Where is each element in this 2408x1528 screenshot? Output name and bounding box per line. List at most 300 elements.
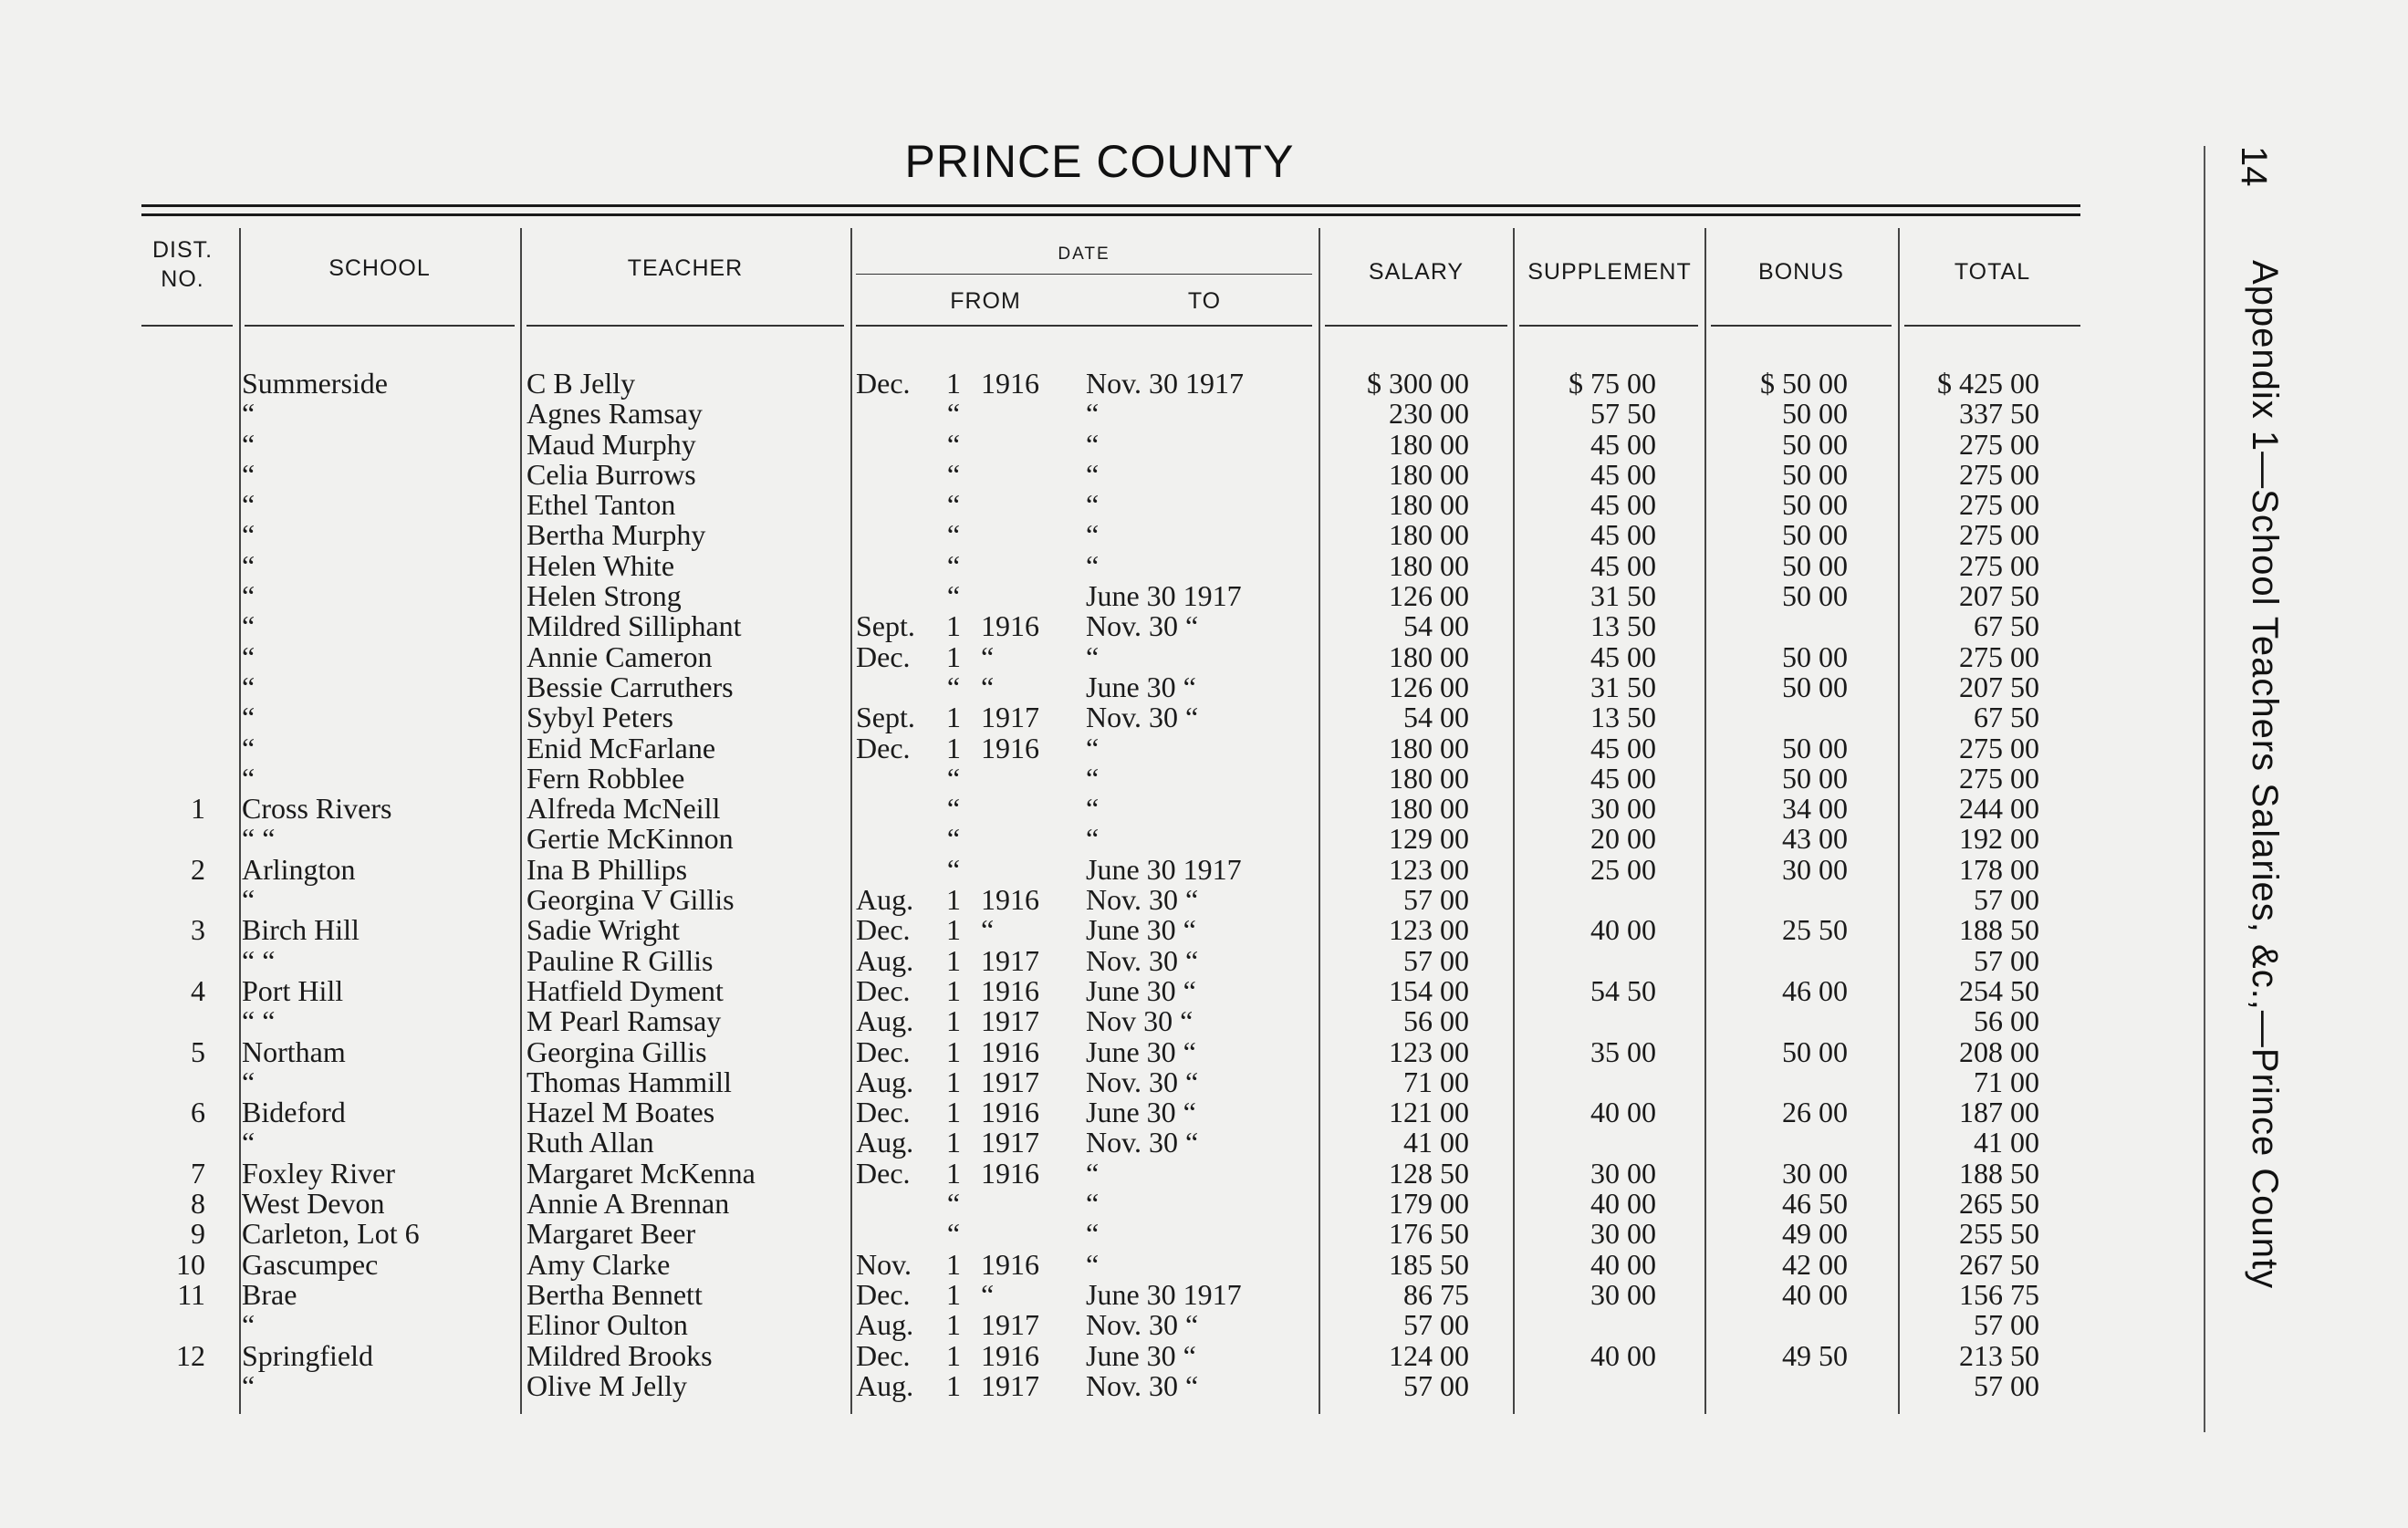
salary-cell: 180 00 [1389, 731, 1469, 764]
to-date-cell: June 30 “ [1086, 1034, 1196, 1068]
total-cell: 57 00 [1974, 943, 2039, 977]
to-date-cell: Nov. 30 “ [1086, 943, 1199, 977]
to-date-cell: “ [1086, 761, 1100, 795]
header-salary: SALARY [1368, 259, 1465, 285]
bonus-cell: 50 00 [1782, 1034, 1848, 1068]
teacher-cell: Ruth Allan [526, 1126, 654, 1159]
teacher-cell: Annie A Brennan [526, 1187, 730, 1221]
school-cell: “ [242, 731, 255, 764]
to-date-cell: “ [1086, 1187, 1100, 1221]
teacher-cell: Ethel Tanton [526, 488, 676, 522]
school-cell: “ [242, 488, 255, 522]
from-year-cell: 1916 [981, 731, 1039, 764]
bonus-cell: 30 00 [1782, 852, 1848, 886]
from-month-cell: Dec. [856, 731, 911, 764]
from-month-cell: Nov. [856, 1247, 912, 1281]
school-cell: “ [242, 1308, 255, 1342]
school-cell: “ [242, 761, 255, 795]
table-row [0, 548, 2217, 582]
supplement-cell: 45 00 [1590, 518, 1656, 552]
school-cell: “ [242, 427, 255, 461]
teacher-cell: Hazel M Boates [526, 1096, 715, 1129]
to-date-cell: “ [1086, 1156, 1100, 1190]
table-row [0, 1247, 2217, 1281]
header-school: SCHOOL [328, 255, 431, 281]
total-cell: 275 00 [1959, 488, 2039, 522]
from-day-cell: 1 [946, 1247, 961, 1281]
to-date-cell: “ [1086, 731, 1100, 764]
from-month-cell: Dec. [856, 1034, 911, 1068]
header-underline [1519, 325, 1698, 327]
from-year-cell: 1917 [981, 1308, 1039, 1342]
table-row [0, 490, 2217, 520]
salary-cell: 126 00 [1389, 579, 1469, 613]
supplement-cell: 45 00 [1590, 548, 1656, 582]
from-year-cell: “ [981, 913, 995, 947]
bonus-cell: 50 00 [1782, 670, 1848, 703]
from-day-cell: 1 [946, 1156, 961, 1190]
from-day-cell: 1 [946, 1338, 961, 1372]
school-cell: Brae [242, 1277, 297, 1311]
total-cell: $ 425 00 [1937, 367, 2039, 400]
header-to: TO [1187, 288, 1222, 314]
bonus-cell: 40 00 [1782, 1277, 1848, 1311]
total-cell: 244 00 [1959, 792, 2039, 826]
school-cell: “ “ [242, 943, 276, 977]
from-day-cell: “ [946, 1217, 961, 1251]
from-day-cell: “ [946, 670, 961, 703]
school-cell: Carleton, Lot 6 [242, 1217, 420, 1251]
teacher-cell: Sadie Wright [526, 913, 680, 947]
supplement-cell: 30 00 [1590, 792, 1656, 826]
supplement-cell: 40 00 [1590, 1187, 1656, 1221]
teacher-cell: Margaret Beer [526, 1217, 696, 1251]
dist-no-cell: 4 [191, 973, 205, 1007]
teacher-cell: Ina B Phillips [526, 852, 688, 886]
salary-cell: 123 00 [1389, 1034, 1469, 1068]
salary-cell: 185 50 [1389, 1247, 1469, 1281]
from-month-cell: Dec. [856, 1156, 911, 1190]
school-cell: “ “ [242, 822, 276, 856]
to-date-cell: June 30 “ [1086, 1096, 1196, 1129]
from-day-cell: 1 [946, 973, 961, 1007]
salary-cell: 128 50 [1389, 1156, 1469, 1190]
salary-cell: 180 00 [1389, 639, 1469, 673]
teacher-cell: Mildred Silliphant [526, 609, 742, 643]
header-teacher: TEACHER [627, 255, 744, 281]
school-cell: “ [242, 1126, 255, 1159]
bonus-cell: 30 00 [1782, 1156, 1848, 1190]
teacher-cell: Bertha Bennett [526, 1277, 703, 1311]
salary-cell: 180 00 [1389, 457, 1469, 491]
table-row [0, 611, 2217, 641]
school-cell: Springfield [242, 1338, 373, 1372]
from-day-cell: “ [946, 761, 961, 795]
school-cell: “ [242, 609, 255, 643]
total-cell: 56 00 [1974, 1004, 2039, 1038]
salary-cell: 54 00 [1403, 701, 1469, 734]
from-year-cell: 1916 [981, 1156, 1039, 1190]
total-cell: 275 00 [1959, 761, 2039, 795]
bonus-cell: 43 00 [1782, 822, 1848, 856]
bonus-cell: 34 00 [1782, 792, 1848, 826]
teacher-cell: Thomas Hammill [526, 1065, 732, 1098]
total-cell: 275 00 [1959, 639, 2039, 673]
to-date-cell: “ [1086, 1217, 1100, 1251]
salary-cell: 54 00 [1403, 609, 1469, 643]
total-cell: 275 00 [1959, 518, 2039, 552]
total-cell: 57 00 [1974, 1368, 2039, 1402]
total-cell: 57 00 [1974, 1308, 2039, 1342]
total-cell: 337 50 [1959, 397, 2039, 431]
salary-cell: 56 00 [1403, 1004, 1469, 1038]
from-month-cell: Aug. [856, 1368, 914, 1402]
supplement-cell: 45 00 [1590, 488, 1656, 522]
teacher-cell: Helen White [526, 548, 675, 582]
salary-cell: 57 00 [1403, 1308, 1469, 1342]
table-row [0, 1006, 2217, 1036]
table-row [0, 1034, 2217, 1068]
supplement-cell: 45 00 [1590, 427, 1656, 461]
bonus-cell: 26 00 [1782, 1096, 1848, 1129]
teacher-cell: Mildred Brooks [526, 1338, 713, 1372]
school-cell: “ [242, 457, 255, 491]
header-date: DATE [1058, 244, 1110, 264]
teacher-cell: Celia Burrows [526, 457, 696, 491]
salary-cell: 126 00 [1389, 670, 1469, 703]
school-cell: “ [242, 518, 255, 552]
to-date-cell: June 30 1917 [1086, 579, 1242, 613]
from-day-cell: “ [946, 427, 961, 461]
header-total: TOTAL [1954, 259, 2031, 285]
dist-no-cell: 6 [191, 1096, 205, 1129]
school-cell: “ “ [242, 1004, 276, 1038]
from-year-cell: 1917 [981, 1368, 1039, 1402]
school-cell: “ [242, 579, 255, 613]
school-cell: Bideford [242, 1096, 346, 1129]
supplement-cell: 13 50 [1590, 701, 1656, 734]
bonus-cell: 50 00 [1782, 548, 1848, 582]
teacher-cell: Georgina V Gillis [526, 883, 735, 917]
total-cell: 67 50 [1974, 701, 2039, 734]
from-day-cell: “ [946, 852, 961, 886]
bonus-cell: $ 50 00 [1760, 367, 1848, 400]
table-row [0, 1277, 2217, 1311]
to-date-cell: “ [1086, 427, 1100, 461]
teacher-cell: Enid McFarlane [526, 731, 716, 764]
to-date-cell: “ [1086, 397, 1100, 431]
supplement-cell: 45 00 [1590, 639, 1656, 673]
to-date-cell: “ [1086, 548, 1100, 582]
bonus-cell: 50 00 [1782, 488, 1848, 522]
from-month-cell: Sept. [856, 701, 915, 734]
total-cell: 213 50 [1959, 1338, 2039, 1372]
school-cell: “ [242, 548, 255, 582]
total-cell: 57 00 [1974, 883, 2039, 917]
bonus-cell: 46 50 [1782, 1187, 1848, 1221]
dist-no-cell: 8 [191, 1187, 205, 1221]
header-underline [526, 325, 844, 327]
table-row [0, 1097, 2217, 1128]
header-underline [245, 325, 515, 327]
table-row [0, 639, 2217, 673]
total-cell: 192 00 [1959, 822, 2039, 856]
from-day-cell: 1 [946, 913, 961, 947]
total-cell: 41 00 [1974, 1126, 2039, 1159]
school-cell: Gascumpec [242, 1247, 379, 1281]
total-cell: 208 00 [1959, 1034, 2039, 1068]
total-cell: 255 50 [1959, 1217, 2039, 1251]
date-subheader-rule [856, 274, 1312, 275]
total-cell: 67 50 [1974, 609, 2039, 643]
table-row [0, 1189, 2217, 1219]
from-year-cell: 1917 [981, 943, 1039, 977]
teacher-cell: Agnes Ramsay [526, 397, 703, 431]
to-date-cell: June 30 “ [1086, 1338, 1196, 1372]
teacher-cell: Sybyl Peters [526, 701, 673, 734]
teacher-cell: M Pearl Ramsay [526, 1004, 722, 1038]
from-day-cell: “ [946, 488, 961, 522]
header-underline [1711, 325, 1892, 327]
from-year-cell: 1916 [981, 1338, 1039, 1372]
from-day-cell: 1 [946, 1096, 961, 1129]
teacher-cell: Pauline R Gillis [526, 943, 714, 977]
header-supplement: SUPPLEMENT [1527, 259, 1692, 285]
bonus-cell: 25 50 [1782, 913, 1848, 947]
top-rule-double [141, 213, 2080, 216]
top-rule [141, 204, 2080, 207]
teacher-cell: Bessie Carruthers [526, 670, 734, 703]
bonus-cell: 50 00 [1782, 761, 1848, 795]
school-cell: “ [242, 1065, 255, 1098]
to-date-cell: Nov. 30 “ [1086, 1368, 1199, 1402]
salary-cell: 154 00 [1389, 973, 1469, 1007]
header-underline [1904, 325, 2080, 327]
school-cell: Arlington [242, 852, 356, 886]
from-day-cell: 1 [946, 1277, 961, 1311]
teacher-cell: Georgina Gillis [526, 1034, 707, 1068]
dist-no-cell: 2 [191, 852, 205, 886]
total-cell: 187 00 [1959, 1096, 2039, 1129]
bonus-cell: 49 00 [1782, 1217, 1848, 1251]
total-cell: 207 50 [1959, 579, 2039, 613]
from-day-cell: 1 [946, 883, 961, 917]
to-date-cell: Nov. 30 “ [1086, 883, 1199, 917]
bonus-cell: 49 50 [1782, 1338, 1848, 1372]
from-year-cell: “ [981, 1277, 995, 1311]
from-year-cell: “ [981, 670, 995, 703]
supplement-cell: 40 00 [1590, 1247, 1656, 1281]
teacher-cell: C B Jelly [526, 367, 636, 400]
dist-no-cell: 1 [191, 792, 205, 826]
table-row [0, 885, 2217, 915]
to-date-cell: Nov. 30 “ [1086, 609, 1199, 643]
total-cell: 267 50 [1959, 1247, 2039, 1281]
table-row [0, 702, 2217, 733]
salary-cell: 123 00 [1389, 913, 1469, 947]
dist-no-cell: 10 [176, 1247, 205, 1281]
from-year-cell: 1917 [981, 1004, 1039, 1038]
to-date-cell: Nov. 30 “ [1086, 1126, 1199, 1159]
from-year-cell: 1917 [981, 1126, 1039, 1159]
from-day-cell: “ [946, 548, 961, 582]
to-date-cell: “ [1086, 822, 1100, 856]
from-day-cell: “ [946, 518, 961, 552]
to-date-cell: Nov 30 “ [1086, 1004, 1194, 1038]
bonus-cell: 50 00 [1782, 639, 1848, 673]
from-month-cell: Aug. [856, 943, 914, 977]
to-date-cell: June 30 1917 [1086, 852, 1242, 886]
total-cell: 188 50 [1959, 913, 2039, 947]
total-cell: 275 00 [1959, 427, 2039, 461]
bonus-cell: 50 00 [1782, 518, 1848, 552]
to-date-cell: “ [1086, 639, 1100, 673]
table-row [0, 1368, 2217, 1402]
from-day-cell: 1 [946, 1065, 961, 1098]
to-date-cell: “ [1086, 518, 1100, 552]
table-row [0, 369, 2217, 399]
supplement-cell: $ 75 00 [1569, 367, 1656, 400]
from-year-cell: “ [981, 639, 995, 673]
from-month-cell: Dec. [856, 1338, 911, 1372]
supplement-cell: 57 50 [1590, 397, 1656, 431]
supplement-cell: 25 00 [1590, 852, 1656, 886]
salary-cell: 57 00 [1403, 883, 1469, 917]
salary-cell: 86 75 [1403, 1277, 1469, 1311]
table-row [0, 672, 2217, 702]
from-day-cell: “ [946, 579, 961, 613]
teacher-cell: Amy Clarke [526, 1247, 671, 1281]
dist-no-cell: 7 [191, 1156, 205, 1190]
teacher-cell: Alfreda McNeill [526, 792, 721, 826]
from-day-cell: 1 [946, 1004, 961, 1038]
from-year-cell: 1916 [981, 1034, 1039, 1068]
supplement-cell: 45 00 [1590, 761, 1656, 795]
header-from: FROM [950, 288, 1021, 314]
supplement-cell: 54 50 [1590, 973, 1656, 1007]
bonus-cell: 42 00 [1782, 1247, 1848, 1281]
from-month-cell: Aug. [856, 883, 914, 917]
salary-cell: $ 300 00 [1367, 367, 1469, 400]
salary-cell: 180 00 [1389, 792, 1469, 826]
salary-cell: 121 00 [1389, 1096, 1469, 1129]
bonus-cell: 46 00 [1782, 973, 1848, 1007]
from-day-cell: 1 [946, 367, 961, 400]
to-date-cell: Nov. 30 “ [1086, 701, 1199, 734]
from-day-cell: “ [946, 792, 961, 826]
salary-cell: 129 00 [1389, 822, 1469, 856]
teacher-cell: Fern Robblee [526, 761, 685, 795]
supplement-cell: 30 00 [1590, 1277, 1656, 1311]
margin-rule [2204, 146, 2205, 1432]
from-day-cell: “ [946, 457, 961, 491]
from-year-cell: 1916 [981, 883, 1039, 917]
table-row [0, 1219, 2217, 1249]
teacher-cell: Bertha Murphy [526, 518, 706, 552]
teacher-cell: Hatfield Dyment [526, 973, 724, 1007]
supplement-cell: 13 50 [1590, 609, 1656, 643]
from-month-cell: Aug. [856, 1004, 914, 1038]
dist-no-cell: 12 [176, 1338, 205, 1372]
table-row [0, 943, 2217, 977]
from-month-cell: Sept. [856, 609, 915, 643]
from-day-cell: “ [946, 822, 961, 856]
salary-cell: 180 00 [1389, 427, 1469, 461]
table-row [0, 1156, 2217, 1190]
salary-cell: 123 00 [1389, 852, 1469, 886]
supplement-cell: 40 00 [1590, 913, 1656, 947]
bonus-cell: 50 00 [1782, 427, 1848, 461]
school-cell: Birch Hill [242, 913, 360, 947]
teacher-cell: Helen Strong [526, 579, 682, 613]
header-dist-no: DIST. NO. [151, 237, 214, 292]
total-cell: 275 00 [1959, 548, 2039, 582]
table-row [0, 457, 2217, 491]
dist-no-cell: 9 [191, 1217, 205, 1251]
from-month-cell: Dec. [856, 913, 911, 947]
from-month-cell: Dec. [856, 367, 911, 400]
salary-cell: 180 00 [1389, 548, 1469, 582]
table-row [0, 1128, 2217, 1158]
header-bonus: BONUS [1758, 259, 1844, 285]
from-day-cell: “ [946, 1187, 961, 1221]
from-month-cell: Dec. [856, 1096, 911, 1129]
school-cell: Foxley River [242, 1156, 395, 1190]
salary-cell: 57 00 [1403, 1368, 1469, 1402]
bonus-cell: 50 00 [1782, 731, 1848, 764]
to-date-cell: Nov. 30 1917 [1086, 367, 1245, 400]
supplement-cell: 40 00 [1590, 1338, 1656, 1372]
from-day-cell: 1 [946, 639, 961, 673]
teacher-cell: Gertie McKinnon [526, 822, 734, 856]
total-cell: 275 00 [1959, 731, 2039, 764]
from-month-cell: Aug. [856, 1308, 914, 1342]
header-underline [1325, 325, 1507, 327]
table-row [0, 399, 2217, 429]
to-date-cell: June 30 1917 [1086, 1277, 1242, 1311]
dist-no-cell: 5 [191, 1034, 205, 1068]
supplement-cell: 40 00 [1590, 1096, 1656, 1129]
from-day-cell: 1 [946, 1308, 961, 1342]
page-number: 14 [2234, 146, 2274, 187]
dist-no-cell: 3 [191, 913, 205, 947]
from-month-cell: Dec. [856, 1277, 911, 1311]
table-row [0, 761, 2217, 795]
dist-no-cell: 11 [177, 1277, 205, 1311]
from-year-cell: 1916 [981, 1096, 1039, 1129]
supplement-cell: 31 50 [1590, 670, 1656, 703]
to-date-cell: “ [1086, 457, 1100, 491]
salary-cell: 41 00 [1403, 1126, 1469, 1159]
salary-cell: 179 00 [1389, 1187, 1469, 1221]
teacher-cell: Margaret McKenna [526, 1156, 756, 1190]
total-cell: 275 00 [1959, 457, 2039, 491]
total-cell: 188 50 [1959, 1156, 2039, 1190]
salary-cell: 71 00 [1403, 1065, 1469, 1098]
bonus-cell: 50 00 [1782, 397, 1848, 431]
supplement-cell: 45 00 [1590, 457, 1656, 491]
to-date-cell: June 30 “ [1086, 670, 1196, 703]
school-cell: “ [242, 397, 255, 431]
from-year-cell: 1917 [981, 701, 1039, 734]
salary-cell: 176 50 [1389, 1217, 1469, 1251]
supplement-cell: 45 00 [1590, 731, 1656, 764]
table-row [0, 1067, 2217, 1097]
school-cell: Northam [242, 1034, 346, 1068]
total-cell: 265 50 [1959, 1187, 2039, 1221]
from-day-cell: 1 [946, 1034, 961, 1068]
running-head: Appendix 1—School Teachers Salaries, &c.,—Prince County [2245, 260, 2285, 1290]
